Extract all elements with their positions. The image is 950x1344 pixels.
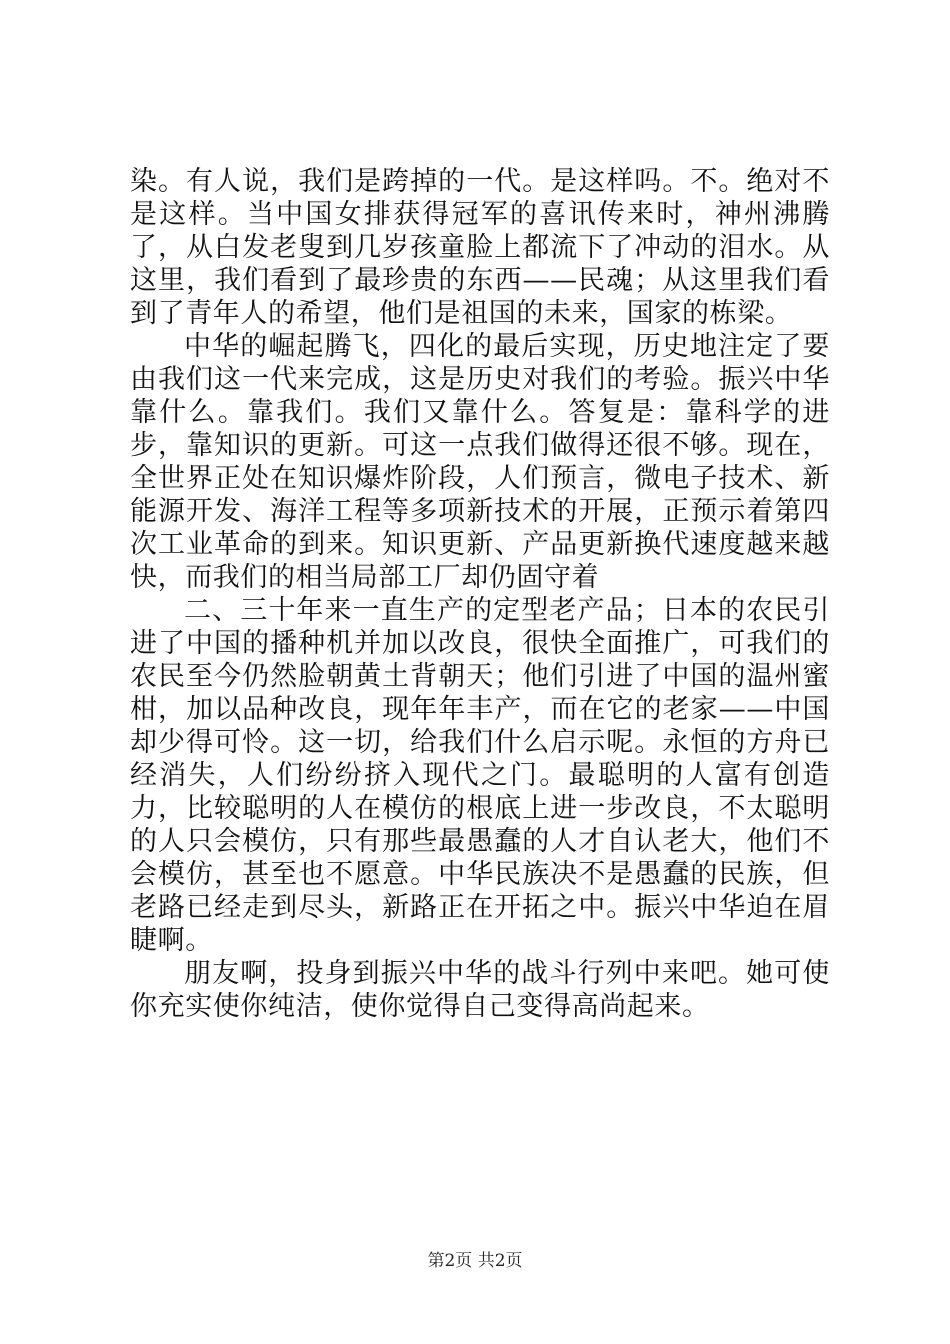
paragraph-4: 朋友啊，投身到振兴中华的战斗行列中来吧。她可使你充实使你纯洁，使你觉得自己变得高尚起来。 xyxy=(130,958,830,1022)
paragraph-1: 染。有人说，我们是跨掉的一代。是这样吗。不。绝对不是这样。当中国女排获得冠军的喜讯传来时，神州沸腾了，从白发老叟到几岁孩童脸上都流下了冲动的泪水。从这里，我们看到了最珍贵的东西——民魂；从这里我们看到了青年人的希望，他们是祖国的未来，国家的栋梁。 xyxy=(130,166,830,329)
body-text xyxy=(130,165,830,1023)
paragraph-3: 二、三十年来一直生产的定型老产品；日本的农民引进了中国的播种机并加以改良，很快全面推广，可我们的农民至今仍然脸朝黄土背朝天；他们引进了中国的温州蜜柑，加以品种改良，现年年丰产，而在它的老家——中国却少得可怜。这一切，给我们什么启示呢。永恒的方舟已经消失，人们纷纷挤入现代之门。最聪明的人富有创造力，比较聪明的人在模仿的根底上进一步改良，不太聪明的人只会模仿，只有那些最愚蠢的人才自认老大，他们不会模仿，甚至也不愿意。中华民族决不是愚蠢的民族，但老路已经走到尽头，新路正在开拓之中。振兴中华迫在眉睫啊。 xyxy=(130,595,830,956)
page-footer: 第2页 共2页 xyxy=(427,1251,523,1271)
paragraph-2: 中华的崛起腾飞，四化的最后实现，历史地注定了要由我们这一代来完成，这是历史对我们的考验。振兴中华靠什么。靠我们。我们又靠什么。答复是：靠科学的进步，靠知识的更新。可这一点我们做得还很不够。现在，全世界正处在知识爆炸阶段，人们预言，微电子技术、新能源开发、海洋工程等多项新技术的开展，正预示着第四次工业革命的到来。知识更新、产品更新换代速度越来越快，而我们的相当局部工厂却仍固守着 xyxy=(130,331,830,593)
